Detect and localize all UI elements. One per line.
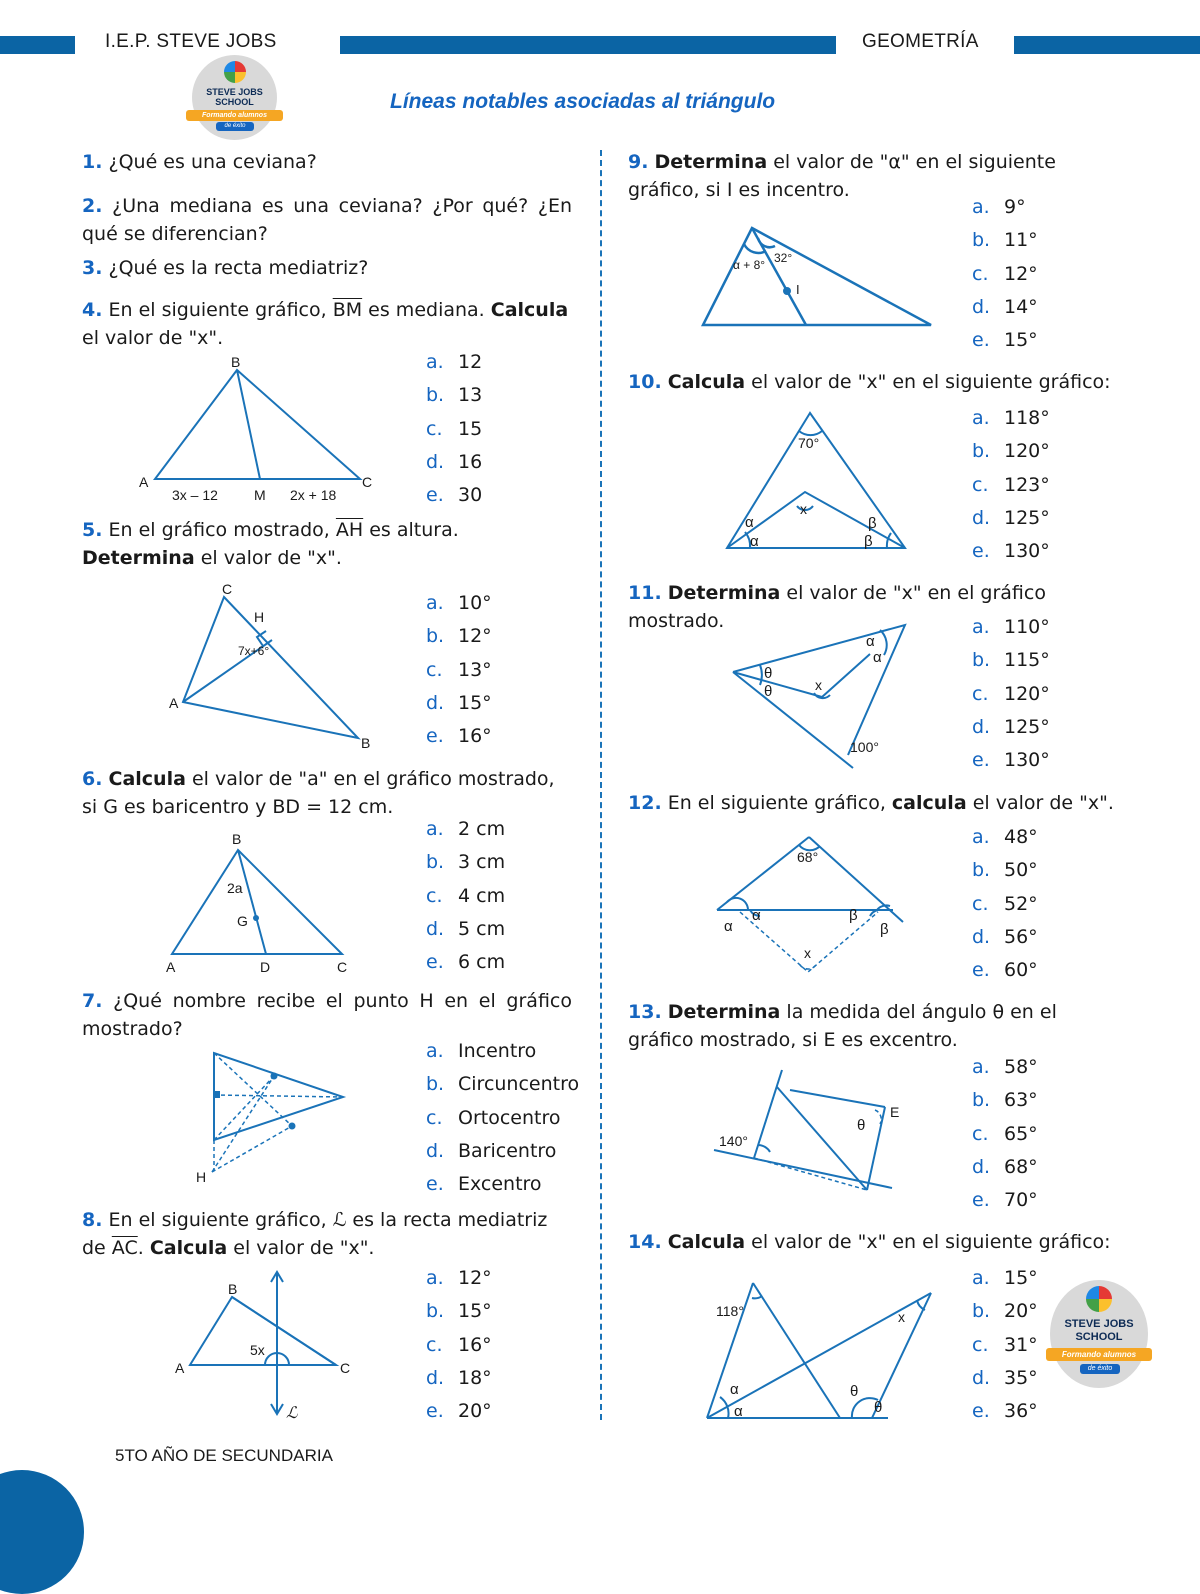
svg-text:B: B — [361, 735, 371, 751]
option[interactable]: a. 110° — [972, 616, 1050, 638]
svg-text:2a: 2a — [227, 880, 243, 896]
option[interactable]: b. 120° — [972, 440, 1050, 463]
option[interactable]: e. 15° — [972, 329, 1038, 352]
option[interactable]: b. 12° — [426, 625, 492, 648]
svg-text:x: x — [800, 501, 807, 517]
option[interactable]: d. 125° — [972, 715, 1050, 738]
svg-text:C: C — [222, 581, 233, 597]
svg-text:A: A — [175, 1360, 185, 1376]
svg-text:118°: 118° — [716, 1303, 744, 1319]
option[interactable]: d. 68° — [972, 1155, 1038, 1178]
svg-text:E: E — [890, 1104, 900, 1120]
svg-text:α: α — [750, 533, 759, 550]
svg-text:x: x — [804, 945, 811, 961]
option[interactable]: a. Incentro — [426, 1040, 537, 1062]
question-11: 11. Determina el valor de "x" en el gráfico mostrado. — [628, 582, 1046, 632]
option[interactable]: b. 63° — [972, 1089, 1038, 1112]
svg-text:B: B — [232, 831, 242, 847]
svg-text:70°: 70° — [798, 435, 820, 451]
option[interactable]: b. 11° — [972, 229, 1038, 252]
option[interactable]: b. Circuncentro — [426, 1073, 580, 1096]
svg-text:G: G — [237, 913, 248, 929]
svg-text:7x+6°: 7x+6° — [238, 644, 270, 658]
logo-emblem-icon — [1086, 1286, 1112, 1312]
svg-text:C: C — [362, 474, 373, 490]
option[interactable]: b. 15° — [426, 1300, 492, 1323]
svg-text:M: M — [254, 487, 266, 503]
option[interactable]: a. 118° — [972, 407, 1050, 429]
question-3: 3. ¿Qué es la recta mediatriz? — [82, 257, 369, 279]
svg-text:θ: θ — [764, 665, 773, 682]
option[interactable]: c. 13° — [426, 658, 492, 681]
svg-text:α: α — [734, 1403, 743, 1420]
svg-text:α: α — [873, 649, 882, 666]
svg-text:θ: θ — [857, 1117, 866, 1134]
svg-text:A: A — [166, 959, 176, 975]
option[interactable]: e. 130° — [972, 749, 1050, 772]
option[interactable]: e. 130° — [972, 540, 1050, 563]
option[interactable]: c. 12° — [972, 262, 1038, 285]
option[interactable]: c. 120° — [972, 682, 1050, 705]
question-2: 2. ¿Una mediana es una ceviana? ¿Por qué? ¿En qué se diferencian? — [82, 195, 572, 245]
svg-text:α: α — [752, 907, 761, 924]
svg-text:C: C — [337, 959, 348, 975]
svg-text:θ: θ — [764, 683, 773, 700]
school-name: I.E.P. STEVE JOBS — [105, 31, 277, 52]
question-4: 4. En el siguiente gráfico, $\overline{BM}$ es mediana. Calcula el valor de "x". — [82, 299, 569, 349]
svg-text:α: α — [745, 514, 754, 531]
option[interactable]: e. Excentro — [426, 1173, 542, 1196]
svg-text:D: D — [260, 959, 271, 975]
svg-text:β: β — [864, 533, 873, 550]
school-logo: STEVE JOBS SCHOOL Formando alumnos de éxito — [192, 55, 277, 140]
option[interactable]: d. 18° — [426, 1366, 492, 1389]
footer-grade: 5TO AÑO DE SECUNDARIA — [115, 1446, 333, 1465]
svg-text:x: x — [815, 677, 822, 693]
svg-text:32°: 32° — [774, 251, 793, 265]
option[interactable]: d. 14° — [972, 295, 1038, 318]
option[interactable]: c. 31° — [972, 1333, 1038, 1356]
svg-text:α: α — [730, 1381, 739, 1398]
option[interactable]: b. 50° — [972, 859, 1038, 882]
question-5: 5. En el gráfico mostrado, $\overline{AH}$ es altura. Determina el valor de "x". — [82, 519, 459, 569]
option[interactable]: a. 15° — [972, 1267, 1038, 1289]
svg-text:θ: θ — [874, 1399, 883, 1416]
option[interactable]: e. 30 — [426, 484, 483, 507]
question-6: 6. Calcula el valor de "a" en el gráfico mostrado, si G es baricentro y BD = 12 cm. — [82, 768, 555, 818]
option[interactable]: c. 15 — [426, 417, 483, 440]
svg-text:β: β — [849, 907, 858, 924]
svg-text:2x + 18: 2x + 18 — [290, 487, 337, 503]
option[interactable]: d. 56° — [972, 925, 1038, 948]
option[interactable]: a. 9° — [972, 196, 1026, 218]
svg-text:140°: 140° — [719, 1133, 748, 1149]
question-12: 12. En el siguiente gráfico, calcula el valor de "x". — [628, 792, 1114, 814]
option[interactable]: a. 10° — [426, 592, 492, 614]
option[interactable]: c. 52° — [972, 892, 1038, 915]
svg-text:B: B — [228, 1281, 238, 1297]
question-10: 10. Calcula el valor de "x" en el siguiente gráfico: — [628, 371, 1111, 393]
option[interactable]: a. 12 — [426, 351, 483, 373]
option[interactable]: c. 65° — [972, 1122, 1038, 1145]
option[interactable]: e. 70° — [972, 1189, 1038, 1212]
svg-text:α: α — [724, 918, 733, 935]
option[interactable]: a. 2 cm — [426, 818, 506, 840]
svg-text:H: H — [196, 1169, 207, 1185]
svg-text:I: I — [796, 282, 800, 297]
option[interactable]: b. 115° — [972, 649, 1050, 672]
svg-text:100°: 100° — [850, 739, 879, 755]
option[interactable]: d. 125° — [972, 506, 1050, 529]
option[interactable]: d. 35° — [972, 1366, 1038, 1389]
svg-text:3x – 12: 3x – 12 — [172, 487, 218, 503]
option[interactable]: c. 4 cm — [426, 884, 506, 907]
svg-text:β: β — [868, 515, 877, 532]
question-9: 9. Determina el valor de "α" en el siguiente gráfico, si I es incentro. — [628, 151, 1056, 201]
option[interactable]: b. 3 cm — [426, 851, 506, 874]
option[interactable]: d. 15° — [426, 691, 492, 714]
option[interactable]: a. 48° — [972, 826, 1038, 848]
option[interactable]: e. 36° — [972, 1400, 1038, 1423]
svg-text:A: A — [169, 695, 179, 711]
option[interactable]: a. 58° — [972, 1056, 1038, 1078]
question-13: 13. Determina la medida del ángulo θ en el gráfico mostrado, si E es excentro. — [628, 1001, 1057, 1051]
svg-text:H: H — [254, 609, 265, 625]
school-logo-bottom: STEVE JOBS SCHOOL Formando alumnos de éxito — [1050, 1280, 1148, 1388]
options-q14 — [972, 1262, 1038, 1428]
svg-text:A: A — [139, 474, 149, 490]
option[interactable]: d. 5 cm — [426, 917, 506, 940]
option[interactable]: e. 20° — [426, 1400, 492, 1423]
option[interactable]: c. 123° — [972, 473, 1050, 496]
page-title: Líneas notables asociadas al triángulo — [390, 90, 776, 113]
option[interactable]: c. 16° — [426, 1333, 492, 1356]
option[interactable]: d. 16 — [426, 450, 483, 473]
svg-text:C: C — [340, 1360, 351, 1376]
option[interactable]: a. 12° — [426, 1267, 492, 1289]
question-8: 8. En el siguiente gráfico, ℒ es la recta mediatriz de $\overline{AC}$. Calcula el valor de "x". — [82, 1209, 548, 1259]
question-7: 7. ¿Qué nombre recibe el punto H en el gráfico mostrado? — [82, 990, 572, 1040]
svg-text:B: B — [231, 354, 241, 370]
option[interactable]: c. Ortocentro — [426, 1106, 561, 1129]
svg-text:x: x — [898, 1309, 905, 1325]
question-14: 14. Calcula el valor de "x" en el siguiente gráfico: — [628, 1231, 1111, 1253]
question-1: 1. ¿Qué es una ceviana? — [82, 151, 317, 173]
option[interactable]: e. 60° — [972, 959, 1038, 982]
svg-text:68°: 68° — [797, 849, 819, 865]
option[interactable]: d. Baricentro — [426, 1139, 557, 1162]
option[interactable]: e. 16° — [426, 725, 492, 748]
svg-text:α: α — [866, 633, 875, 650]
svg-text:5x: 5x — [250, 1342, 265, 1358]
subject-name: GEOMETRÍA — [862, 31, 979, 52]
svg-text:θ: θ — [850, 1383, 859, 1400]
svg-text:β: β — [880, 921, 889, 938]
svg-text:α + 8°: α + 8° — [733, 258, 766, 272]
option[interactable]: b. 13 — [426, 384, 483, 407]
option[interactable]: b. 20° — [972, 1300, 1038, 1323]
svg-text:ℒ: ℒ — [286, 1405, 298, 1422]
option[interactable]: e. 6 cm — [426, 951, 506, 974]
